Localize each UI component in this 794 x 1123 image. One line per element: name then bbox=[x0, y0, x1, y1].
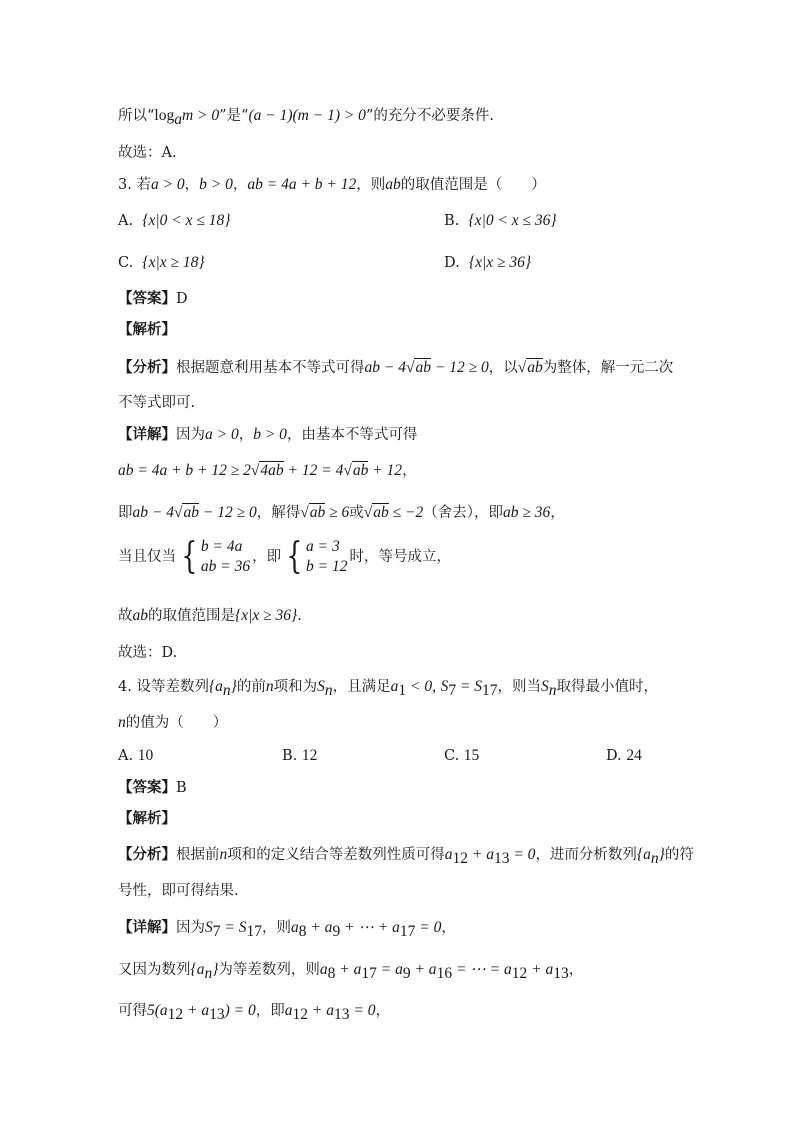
system-2: { a = 3 b = 12 bbox=[286, 536, 348, 577]
q3-equation-2: 即ab − 4√ab − 12 ≥ 0，解得√ab ≥ 6或√ab ≤ −2（舍去），即ab ≥ 36， bbox=[118, 504, 565, 521]
q4-analysis-heading: 【解析】 bbox=[118, 810, 176, 827]
q3-conclusion: 故ab的取值范围是{x|x ≥ 36}. bbox=[118, 607, 302, 624]
system-1: { b = 4a ab = 36 bbox=[181, 536, 251, 577]
q3-answer: 【答案】D bbox=[118, 290, 188, 307]
sqrt-ab: ab bbox=[415, 359, 431, 376]
q3-xiangjie-line: 【详解】因为a > 0，b > 0，由基本不等式可得 bbox=[118, 426, 418, 443]
q4-option-d: D. 24 bbox=[606, 747, 642, 764]
q3-equation-1: ab = 4a + b + 12 ≥ 2√4ab + 12 = 4√ab + 12， bbox=[118, 462, 417, 479]
question-4-stem-2: n的值为（ ） bbox=[118, 714, 228, 731]
q3-option-d: D. {x|x ≥ 36} bbox=[444, 254, 532, 271]
q4-equation-2: 可得$5(a_{12} + a_{13}) = 0$，即$a_{12} + a_{13} = 0$， bbox=[118, 1002, 390, 1023]
q4-option-c: C. 15 bbox=[444, 747, 480, 764]
q3-fenxi-line: 【分析】根据题意利用基本不等式可得ab − 4√ab − 12 ≥ 0，以√ab为整体，解一元二次 bbox=[118, 359, 674, 376]
q4-fenxi-line: 【分析】根据前n项和的定义结合等差数列性质可得$a_{12} + a_{13} = 0$，进而分析数列$\{a_n\}$的符 bbox=[118, 846, 694, 867]
q4-option-a: A. 10 bbox=[118, 747, 154, 764]
q3-analysis-heading: 【解析】 bbox=[118, 321, 176, 338]
text-line-conclusion: 所以“$\log_am > 0$”是“(a − 1)(m − 1) > 0”的充分不必要条件. bbox=[118, 107, 494, 128]
q3-option-a: A. {x|0 < x ≤ 18} bbox=[118, 212, 231, 229]
q4-fenxi-line-2: 号性，即可得结果. bbox=[118, 883, 239, 899]
q3-option-b: B. {x|0 < x ≤ 36} bbox=[444, 212, 557, 229]
q3-fenxi-line-2: 不等式即可. bbox=[118, 395, 196, 411]
q4-equation-1: 又因为数列$\{a_n\}$为等差数列，则$a_8 + a_{17} = a_9 + a_{16}$ = ⋯ = $a_{12} + a_{13}$， bbox=[118, 961, 584, 982]
q3-selection: 故选：D. bbox=[118, 645, 178, 661]
question-4-stem: 4. 设等差数列$\{a_n\}$的前n项和为$S_n$，且满足$a_1 < 0$, $S_7 = S_{17}$，则当$S_n$取得最小值时， bbox=[118, 678, 659, 699]
q3-equation-3: 当且仅当 { b = 4a ab = 36 ，即 { a = 3 b = 12 时，等号成立， bbox=[118, 536, 451, 577]
q4-xiangjie-line: 【详解】因为$S_7 = S_{17}$，则$a_8 + a_9$ + ⋯ + $a_{17} = 0$， bbox=[118, 919, 456, 940]
question-3-stem: 3. 若a > 0，b > 0，ab = 4a + b + 12，则ab的取值范围是（ ） bbox=[118, 176, 546, 193]
q4-answer: 【答案】B bbox=[118, 779, 187, 796]
q4-option-b: B. 12 bbox=[282, 747, 318, 764]
q3-option-c: C. {x|x ≥ 18} bbox=[118, 254, 205, 271]
selection-line-a: 故选：A. bbox=[118, 145, 177, 161]
